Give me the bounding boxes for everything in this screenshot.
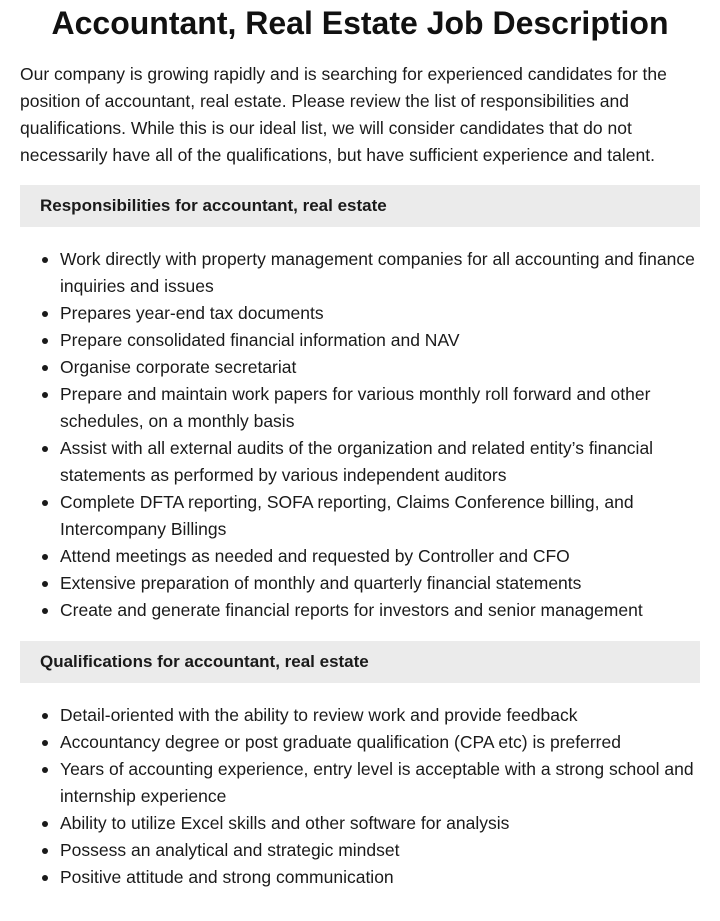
list-item: Complete DFTA reporting, SOFA reporting, Claims Conference billing, and Intercompany Billings — [20, 489, 700, 543]
list-item: Assist with all external audits of the organization and related entity’s financial statements as performed by various independent auditors — [20, 435, 700, 489]
list-item: Organise corporate secretariat — [20, 354, 700, 381]
list-item: Detail-oriented with the ability to review work and provide feedback — [20, 702, 700, 729]
list-item: Prepare and maintain work papers for various monthly roll forward and other schedules, on a monthly basis — [20, 381, 700, 435]
list-item: Extensive preparation of monthly and quarterly financial statements — [20, 570, 700, 597]
qualifications-heading-label: Qualifications for accountant, real estate — [40, 652, 369, 671]
list-item: Prepares year-end tax documents — [20, 300, 700, 327]
page-title: Accountant, Real Estate Job Description — [51, 5, 669, 41]
list-item: Create and generate financial reports for investors and senior management — [20, 597, 700, 624]
responsibilities-heading — [20, 185, 700, 227]
list-item: Ability to utilize Excel skills and other software for analysis — [20, 810, 700, 837]
list-item: Prepare consolidated financial information and NAV — [20, 327, 700, 354]
list-item: Possess an analytical and strategic mindset — [20, 837, 700, 864]
list-item: Positive attitude and strong communication — [20, 864, 700, 891]
intro-paragraph: Our company is growing rapidly and is searching for experienced candidates for the position of accountant, real estate. Please review the list of responsibilities and qualifications. While this is our ideal list, we will consider candidates that do not necessarily have all of the qualifications, but have sufficient experience and talent. — [20, 64, 667, 165]
responsibilities-list — [20, 246, 700, 624]
responsibilities-heading-label: Responsibilities for accountant, real estate — [40, 196, 387, 215]
list-item: Years of accounting experience, entry level is acceptable with a strong school and internship experience — [20, 756, 700, 810]
list-item: Attend meetings as needed and requested by Controller and CFO — [20, 543, 700, 570]
qualifications-list — [20, 702, 700, 891]
list-item: Work directly with property management companies for all accounting and finance inquiries and issues — [20, 246, 700, 300]
list-item: Accountancy degree or post graduate qualification (CPA etc) is preferred — [20, 729, 700, 756]
qualifications-heading — [20, 641, 700, 683]
